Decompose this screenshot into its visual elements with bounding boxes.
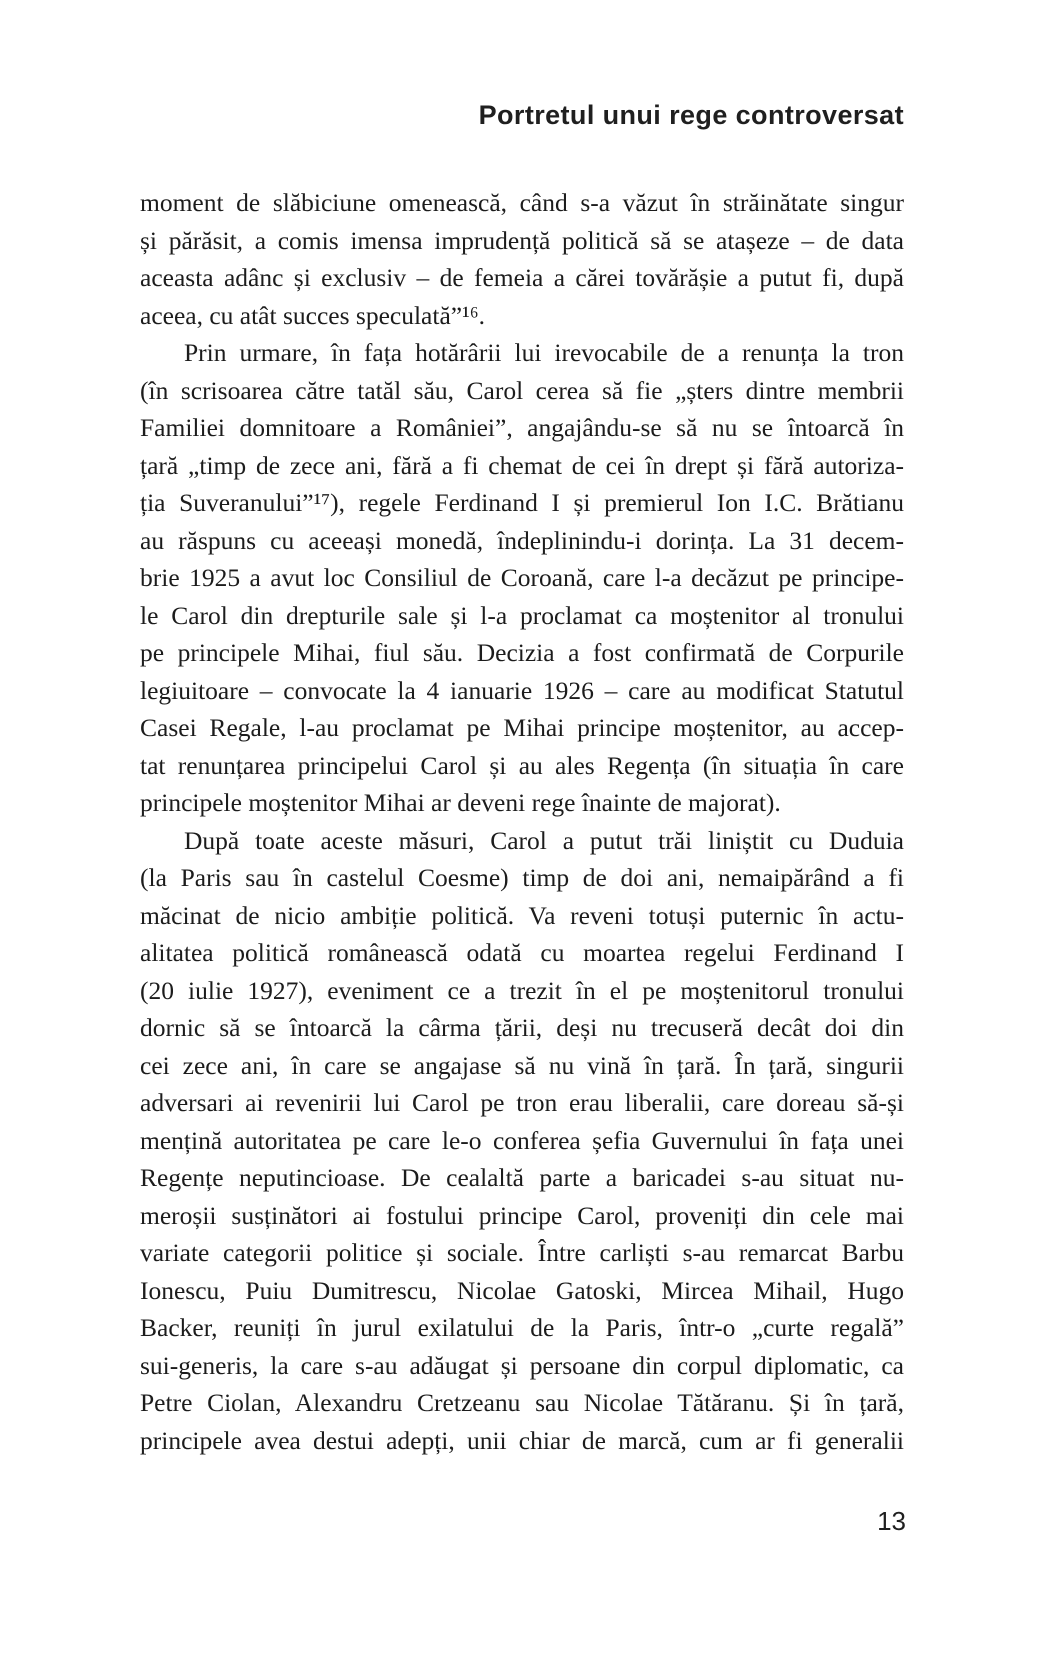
- text-line: (în scrisoarea către tatăl său, Carol cerea să fie „șters dintre membrii: [140, 375, 904, 405]
- text-line: adversari ai revenirii lui Carol pe tron erau liberalii, care doreau să-și: [140, 1088, 904, 1117]
- text-line: variate categorii politice și sociale. Între carliști s-au remarcat Barbu: [140, 1238, 904, 1267]
- page-number: 13: [877, 1506, 906, 1536]
- text-line: sui-generis, la care s-au adăugat și persoane din corpul diplomatic, ca: [140, 1350, 904, 1380]
- text-line: aceea, cu atât succes speculată”¹⁶.: [140, 300, 485, 330]
- text-line: și părăsit, a comis imensa imprudență politică să se atașeze – de data: [140, 225, 904, 255]
- text-line: principele avea destui adepți, unii chiar de marcă, cum ar fi generalii: [140, 1425, 904, 1455]
- text-line: tat renunțarea principelui Carol și au ales Regența (în situația în care: [140, 750, 904, 780]
- text-line: aceasta adânc și exclusiv – de femeia a cărei tovărășie a putut fi, după: [140, 263, 904, 292]
- text-line: Prin urmare, în fața hotărârii lui irevocabile de a renunța la tron: [184, 338, 904, 367]
- text-line: Backer, reuniți în jurul exilatului de la Paris, într-o „curte regală”: [140, 1313, 904, 1342]
- text-line: Casei Regale, l-au proclamat pe Mihai principe moștenitor, au accep-: [140, 713, 904, 742]
- text-line: pe principele Mihai, fiul său. Decizia a fost confirmată de Corpurile: [140, 638, 904, 667]
- text-line: cei zece ani, în care se angajase să nu vină în țară. În țară, singurii: [140, 1050, 904, 1080]
- text-line: moment de slăbiciune omenească, când s-a văzut în străinătate singur: [140, 188, 904, 217]
- text-line: le Carol din drepturile sale și l-a proclamat ca moștenitor al tronului: [140, 600, 904, 630]
- text-line: au răspuns cu aceeași monedă, îndeplinindu-i dorința. La 31 decem-: [140, 525, 904, 555]
- text-line: principele moștenitor Mihai ar deveni rege înainte de majorat).: [140, 788, 781, 817]
- text-line: (20 iulie 1927), eveniment ce a trezit în el pe moștenitorul tronului: [140, 975, 904, 1005]
- body-text: [140, 184, 904, 1459]
- text-line: Ionescu, Puiu Dumitrescu, Nicolae Gatoski, Mircea Mihail, Hugo: [140, 1275, 904, 1305]
- text-line: Familiei domnitoare a României”, angajându-se să nu se întoarcă în: [140, 413, 904, 442]
- text-line: măcinat de nicio ambiție politică. Va reveni totuși puternic în actu-: [140, 900, 904, 930]
- text-line: După toate aceste măsuri, Carol a putut trăi liniștit cu Duduia: [184, 825, 904, 855]
- text-line: meroșii susținători ai fostului principe Carol, proveniți din cele mai: [140, 1200, 904, 1230]
- text-line: mențină autoritatea pe care le-o conferea șefia Guvernului în fața unei: [140, 1125, 904, 1155]
- text-line: dornic să se întoarcă la cârma țării, deși nu trecuseră decât doi din: [140, 1013, 904, 1042]
- text-line: ția Suveranului”¹⁷), regele Ferdinand I și premierul Ion I.C. Brătianu: [140, 488, 904, 517]
- text-line: brie 1925 a avut loc Consiliul de Coroană, care l-a decăzut pe principe-: [140, 563, 904, 592]
- text-line: Regențe neputincioase. De cealaltă parte a baricadei s-au situat nu-: [140, 1163, 904, 1192]
- text-line: (la Paris sau în castelul Coesme) timp de doi ani, nemaipărând a fi: [140, 863, 904, 892]
- text-line: Petre Ciolan, Alexandru Cretzeanu sau Nicolae Tătăranu. Și în țară,: [140, 1388, 904, 1417]
- running-header: Portretul unui rege controversat: [478, 100, 904, 130]
- text-line: țară „timp de zece ani, fără a fi chemat de cei în drept și fără autoriza-: [140, 450, 904, 480]
- text-line: alitatea politică românească odată cu moartea regelui Ferdinand I: [140, 938, 904, 967]
- text-line: legiuitoare – convocate la 4 ianuarie 1926 – care au modificat Statutul: [140, 675, 904, 705]
